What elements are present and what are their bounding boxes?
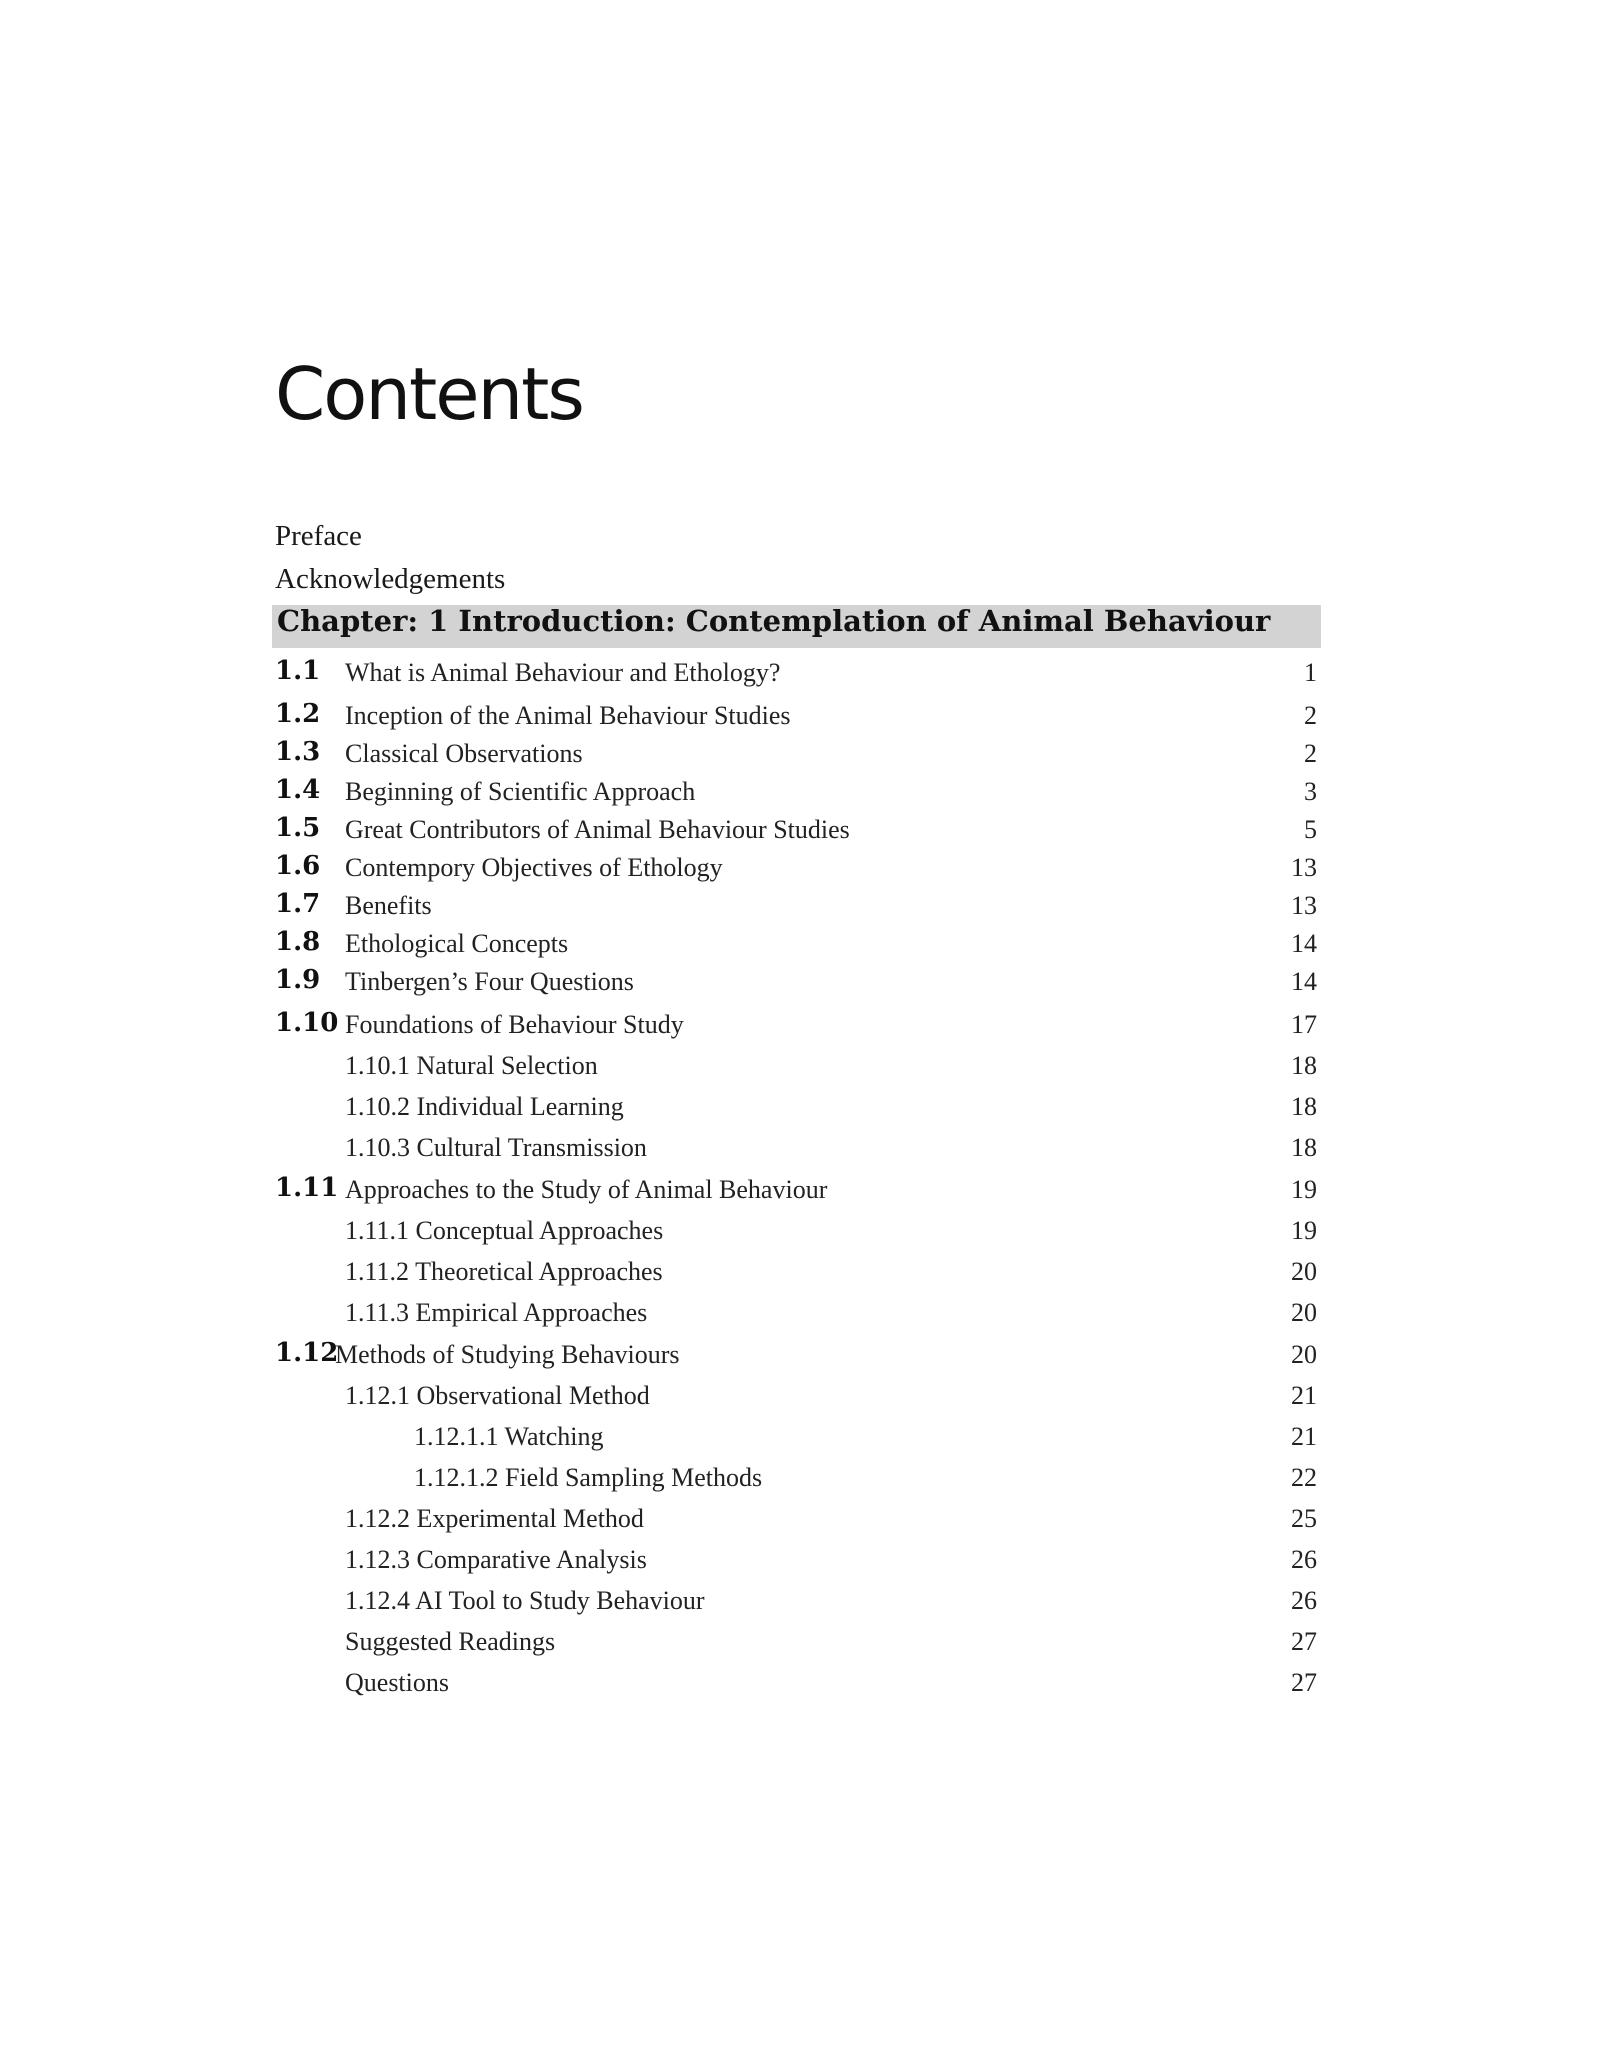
toc-entry-title: 1.12.3 Comparative Analysis [345,1545,647,1574]
toc-entry-page: 18 [1291,1133,1317,1162]
toc-entry-1-4[interactable] [0,775,1600,811]
toc-entry-page: 3 [1304,777,1317,806]
toc-entry-page: 27 [1291,1627,1317,1656]
toc-entry-page: 26 [1291,1586,1317,1615]
toc-entry-1-10[interactable] [0,1008,1600,1044]
toc-entry-title: 1.10.3 Cultural Transmission [345,1133,647,1162]
toc-entry-page: 1 [1304,658,1317,687]
toc-entry-page: 21 [1291,1422,1317,1451]
toc-entry-1-12-4[interactable] [0,1584,1600,1620]
toc-entry-title: 1.11.1 Conceptual Approaches [345,1216,664,1245]
toc-entry-1-12-1-2[interactable] [0,1461,1600,1497]
toc-entry-suggested-readings[interactable] [0,1625,1600,1661]
toc-entry-1-8[interactable] [0,927,1600,963]
toc-entry-number: 1.3 [275,737,321,767]
toc-acknowledgements[interactable]: Acknowledgements [275,563,506,595]
toc-entry-page: 2 [1304,739,1317,768]
toc-entry-1-11-2[interactable] [0,1255,1600,1291]
toc-entry-title: Ethological Concepts [345,929,569,958]
toc-entry-title: What is Animal Behaviour and Ethology? [345,658,781,687]
toc-entry-page: 13 [1291,891,1317,920]
toc-entry-title: Contempory Objectives of Ethology [345,853,723,882]
toc-entry-1-11-3[interactable] [0,1296,1600,1332]
toc-entry-1-12-3[interactable] [0,1543,1600,1579]
toc-entry-page: 21 [1291,1381,1317,1410]
toc-entry-number: 1.7 [275,889,321,919]
toc-entry-title: Questions [345,1668,449,1697]
chapter-heading[interactable]: Chapter: 1 Introduction: Contemplation of Animal Behaviour [277,604,1271,638]
toc-entry-page: 19 [1291,1175,1317,1204]
toc-entry-title: 1.12.4 AI Tool to Study Behaviour [345,1586,705,1615]
toc-entry-page: 20 [1291,1340,1317,1369]
toc-entry-title: 1.10.1 Natural Selection [345,1051,598,1080]
toc-entry-number: 1.12 [275,1338,339,1368]
toc-entry-number: 1.2 [275,699,321,729]
toc-entry-1-10-3[interactable] [0,1131,1600,1167]
toc-entry-title: 1.12.1.1 Watching [414,1422,604,1451]
toc-entry-title: Great Contributors of Animal Behaviour Studies [345,815,850,844]
toc-entry-page: 20 [1291,1257,1317,1286]
toc-entry-number: 1.5 [275,813,321,843]
toc-entry-1-2[interactable] [0,699,1600,735]
toc-entry-title: 1.11.3 Empirical Approaches [345,1298,648,1327]
page-title: Contents [275,352,583,436]
toc-entry-number: 1.4 [275,775,321,805]
toc-entry-number: 1.9 [275,965,321,995]
toc-entry-questions[interactable] [0,1666,1600,1702]
toc-entry-number: 1.11 [275,1173,339,1203]
toc-entry-title: Tinbergen’s Four Questions [345,967,634,996]
toc-entry-page: 20 [1291,1298,1317,1327]
toc-entry-1-12-1-1[interactable] [0,1420,1600,1456]
toc-entry-title: Classical Observations [345,739,583,768]
toc-entry-page: 14 [1291,967,1317,996]
toc-entry-number: 1.8 [275,927,321,957]
toc-entry-title: 1.12.1.2 Field Sampling Methods [414,1463,763,1492]
toc-entry-page: 25 [1291,1504,1317,1533]
toc-entry-title: Methods of Studying Behaviours [335,1340,680,1369]
toc-entry-title: Foundations of Behaviour Study [345,1010,684,1039]
toc-entry-title: Benefits [345,891,432,920]
toc-entry-1-11[interactable] [0,1173,1600,1209]
toc-entry-title: 1.12.2 Experimental Method [345,1504,644,1533]
toc-entry-page: 5 [1304,815,1317,844]
toc-entry-1-9[interactable] [0,965,1600,1001]
toc-entry-page: 17 [1291,1010,1317,1039]
toc-entry-1-10-1[interactable] [0,1049,1600,1085]
toc-entry-title: 1.10.2 Individual Learning [345,1092,624,1121]
toc-entry-page: 14 [1291,929,1317,958]
toc-entry-number: 1.10 [275,1008,339,1038]
toc-entry-title: 1.11.2 Theoretical Approaches [345,1257,663,1286]
toc-entry-title: Inception of the Animal Behaviour Studies [345,701,791,730]
toc-entry-1-10-2[interactable] [0,1090,1600,1126]
toc-entry-1-12-1[interactable] [0,1379,1600,1415]
toc-entry-1-1[interactable] [0,656,1600,692]
toc-entry-page: 18 [1291,1092,1317,1121]
toc-entry-1-11-1[interactable] [0,1214,1600,1250]
toc-entry-page: 19 [1291,1216,1317,1245]
toc-entry-page: 18 [1291,1051,1317,1080]
toc-entry-page: 26 [1291,1545,1317,1574]
toc-entry-title: Approaches to the Study of Animal Behaviour [345,1175,828,1204]
toc-entry-1-7[interactable] [0,889,1600,925]
toc-entry-title: Suggested Readings [345,1627,556,1656]
toc-entry-1-5[interactable] [0,813,1600,849]
toc-entry-title: Beginning of Scientific Approach [345,777,696,806]
toc-entry-page: 13 [1291,853,1317,882]
toc-entry-page: 27 [1291,1668,1317,1697]
toc-entry-1-3[interactable] [0,737,1600,773]
toc-entry-number: 1.1 [275,656,321,686]
toc-entry-title: 1.12.1 Observational Method [345,1381,650,1410]
toc-preface[interactable]: Preface [275,520,362,552]
toc-entry-page: 2 [1304,701,1317,730]
toc-entry-1-12-2[interactable] [0,1502,1600,1538]
toc-entry-1-12[interactable] [0,1338,1600,1374]
toc-entry-page: 22 [1291,1463,1317,1492]
toc-entry-1-6[interactable] [0,851,1600,887]
toc-entry-number: 1.6 [275,851,321,881]
